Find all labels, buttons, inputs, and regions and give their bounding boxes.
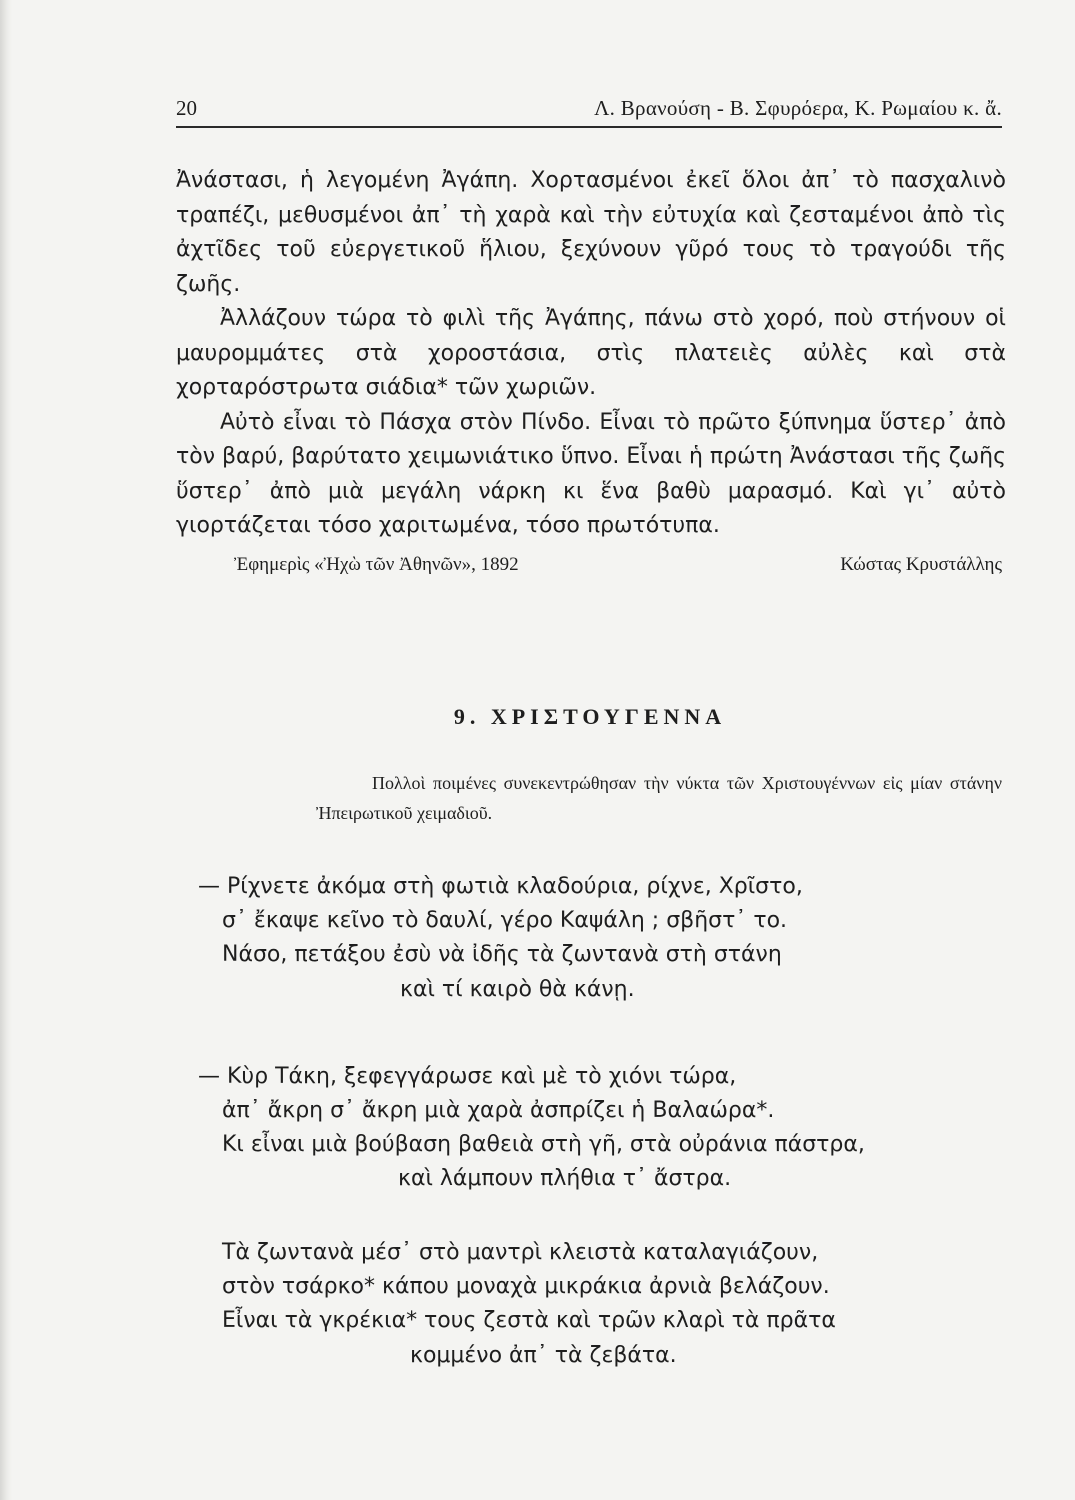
source-newspaper: Ἐφημερὶς «Ἠχὼ τῶν Ἀθηνῶν», 1892 [234,554,519,575]
verse-line: — Ρίχνετε ἀκόμα στὴ φωτιὰ κλαδούρια, ρίχνε, Χρῖστο, [198,874,803,899]
header-rule [176,126,1002,128]
prose-paragraph: Αὐτὸ εἶναι τὸ Πάσχα στὸν Πίνδο. Εἶναι τὸ πρῶτο ξύπνημα ὕστερ᾿ ἀπὸ τὸν βαρύ, βαρύτατο χειμωνιάτικο ὕπνο. Εἶναι ἡ πρώτη Ἀνάστασι τῆς ζωῆς ὕστερ᾿ ἀπὸ μιὰ μεγάλη νάρκη κι ἕνα βαθὺ μαρασμό. Καὶ γι᾿ αὐτὸ γιορτάζεται τόσο χαριτωμένα, τόσο πρωτότυπα. [176,409,1006,538]
verse-line: ἀπ᾿ ἄκρη σ᾿ ἄκρη μιὰ χαρὰ ἀσπρίζει ἡ Βαλαώρα*. [222,1098,775,1123]
verse-line: — Κὺρ Τάκη, ξεφεγγάρωσε καὶ μὲ τὸ χιόνι τώρα, [198,1064,737,1089]
verse-line: κομμένο ἀπ᾿ τὰ ζεβάτα. [410,1343,677,1368]
source-author: Κώστας Κρυστάλλης [840,554,1002,575]
verse-line: Τὰ ζωντανὰ μέσ᾿ στὸ μαντρὶ κλειστὰ καταλαγιάζουν, [222,1240,819,1265]
verse-line: καὶ λάμπουν πλήθια τ᾿ ἄστρα. [398,1166,732,1191]
verse-line: Εἶναι τὰ γκρέκια* τους ζεστὰ καὶ τρῶν κλαρὶ τὰ πρᾶτα [222,1308,836,1333]
page-edge [0,0,12,1500]
verse-line: Κι εἶναι μιὰ βούβαση βαθειὰ στὴ γῆ, στὰ οὐράνια πάστρα, [222,1132,865,1157]
page-number: 20 [176,96,197,120]
verse-line: καὶ τί καιρὸ θὰ κάνῃ. [400,977,635,1002]
verse-line: σ᾿ ἔκαψε κεῖνο τὸ δαυλί, γέρο Καψάλη ; σβῆστ᾿ το. [222,908,788,933]
verse-line: Νάσο, πετάξου ἐσὺ νὰ ἰδῆς τὰ ζωντανὰ στὴ στάνη [222,942,782,967]
section-title: 9. ΧΡΙΣΤΟΥΓΕΝΝΑ [453,704,727,729]
verse-line: στὸν τσάρκο* κάπου μοναχὰ μικράκια ἀρνιὰ βελάζουν. [222,1274,830,1299]
prose-paragraph: Ἀλλάζουν τώρα τὸ φιλὶ τῆς Ἀγάπης, πάνω στὸ χορό, ποὺ στήνουν οἱ μαυρομμάτες στὰ χοροστάσια, στὶς πλατειὲς αὐλὲς καὶ στὰ χορταρόστρωτα σιάδια* τῶν χωριῶν. [176,306,1006,400]
prose-text [176,164,1006,544]
prose-paragraph: Ἀνάστασι, ἡ λεγομένη Ἀγάπη. Χορτασμένοι ἐκεῖ ὅλοι ἀπ᾿ τὸ πασχαλινὸ τραπέζι, μεθυσμένοι ἀπ᾿ τὴ χαρὰ καὶ τὴν εὐτυχία καὶ ζεσταμένοι ἀπὸ τὶς ἀχτῖδες τοῦ εὐεργετικοῦ ἥλιου, ξεχύνουν γῦρό τους τὸ τραγούδι τῆς ζωῆς. [176,168,1006,297]
section-summary: Πολλοὶ ποιμένες συνεκεντρώθησαν τὴν νύκτα τῶν Χριστουγέννων εἰς μίαν στάνην Ἠπειρωτικοῦ χειμαδιοῦ. [316,773,1002,823]
running-head-authors: Λ. Βρανούση - Β. Σφυρόερα, Κ. Ρωμαίου κ. ἄ. [594,96,1002,120]
